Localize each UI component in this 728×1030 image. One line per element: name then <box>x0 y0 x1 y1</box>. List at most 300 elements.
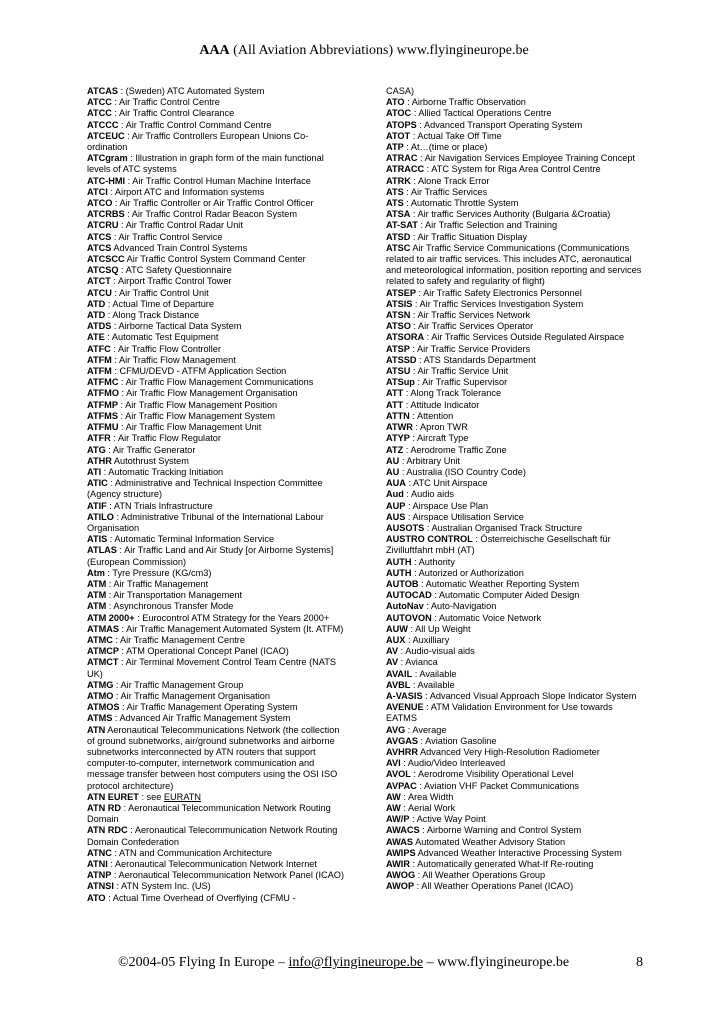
glossary-entry <box>87 579 345 590</box>
glossary-entry <box>87 411 345 422</box>
entry-definition: : Aerial Work <box>400 803 456 813</box>
entry-definition: : Air Traffic Control Radar Beacon System <box>124 209 298 220</box>
entry-term: ATN RDC <box>87 825 128 836</box>
entry-term: ATCgram <box>87 153 128 164</box>
entry-definition: : Air Traffic Service Providers <box>409 343 531 354</box>
entry-term: ATRAC <box>386 153 418 164</box>
glossary-entry <box>87 422 345 433</box>
entry-term: ATCCC <box>87 119 119 130</box>
entry-definition: : Air Traffic Generator <box>105 444 196 455</box>
glossary-entry <box>386 646 644 657</box>
entry-definition: : Australia (ISO Country Code) <box>399 466 526 477</box>
glossary-entry <box>87 153 345 175</box>
glossary-entry <box>87 568 345 579</box>
glossary-entry <box>386 478 644 489</box>
entry-definition: : ATS Standards Department <box>416 354 536 365</box>
entry-term: ATMCP <box>87 646 119 657</box>
entry-term: AUW <box>386 623 408 634</box>
entry-definition: : Audio/Video Interleaved <box>400 758 506 769</box>
glossary-entry <box>87 276 345 287</box>
entry-definition: Air Traffic Control System Command Center <box>124 254 306 265</box>
glossary-entry <box>386 344 644 355</box>
entry-definition: : Air Navigation Services Employee Training Concept <box>417 153 636 164</box>
entry-term: ATC-HMI <box>87 175 126 186</box>
entry-definition: CASA) <box>386 86 415 96</box>
glossary-entry <box>87 400 345 411</box>
entry-term: ATM <box>87 601 107 612</box>
glossary-entry <box>386 176 644 187</box>
glossary-entry <box>386 613 644 624</box>
entry-definition: : Tyre Pressure (KG/cm3) <box>104 567 212 578</box>
entry-definition: : Available <box>410 679 455 690</box>
entry-definition: : Aerodrome Visibility Operational Level <box>410 769 574 780</box>
entry-definition: : Air Traffic Situation Display <box>410 231 528 242</box>
entry-definition: : Air Traffic Controllers European Unions Co-ordination <box>87 130 309 153</box>
entry-definition: : Actual Time of Departure <box>105 298 214 309</box>
entry-term: ATCC <box>87 108 112 119</box>
entry-term: ATS <box>386 186 404 197</box>
entry-definition: : Air Traffic Selection and Training <box>417 220 558 231</box>
entry-definition: : Air Traffic Flow Management Unit <box>118 422 262 433</box>
entry-definition: : Active Way Point <box>409 814 486 825</box>
entry-definition: : Air Traffic Control Command Centre <box>118 119 272 130</box>
entry-definition: : All Weather Operations Group <box>415 870 546 881</box>
glossary-entry <box>87 635 345 646</box>
entry-definition: : Along Track Distance <box>105 310 200 321</box>
entry-definition: : Air Traffic Flow Regulator <box>110 433 221 444</box>
entry-term: AWAS <box>386 836 414 847</box>
glossary-entry <box>386 624 644 635</box>
glossary-entry <box>87 680 345 691</box>
glossary-entry <box>386 153 644 164</box>
header-acronym: AAA <box>199 43 230 58</box>
entry-term: ATMS <box>87 713 113 724</box>
glossary-entry <box>87 478 345 500</box>
glossary-entry <box>386 680 644 691</box>
glossary-entry <box>386 568 644 579</box>
entry-term: ATD <box>87 298 106 309</box>
entry-term: ATFMO <box>87 388 119 399</box>
entry-term: ATOPS <box>386 119 417 130</box>
glossary-entry <box>386 781 644 792</box>
entry-term: ATCAS <box>87 86 118 96</box>
entry-definition: : CFMU/DEVD - ATFM Application Section <box>111 366 287 377</box>
entry-term: AWACS <box>386 825 420 836</box>
entry-term: ATMG <box>87 679 114 690</box>
entry-definition: : ATN Trials Infrastructure <box>106 500 213 511</box>
entry-term: ATMCT <box>87 657 119 668</box>
entry-term: AUS <box>386 511 406 522</box>
entry-term: ATMAS <box>87 623 119 634</box>
entry-term: ATFR <box>87 433 111 444</box>
entry-definition: : Aeronautical Telecommunication Network Routing Domain Confederation <box>87 825 338 847</box>
entry-definition: : Air Traffic Control Human Machine Interface <box>125 175 311 186</box>
glossary-entry <box>386 769 644 780</box>
entry-definition: : Audio aids <box>403 489 454 500</box>
entry-definition: : Air Traffic Service Unit <box>410 366 509 377</box>
entry-definition: : Airborne Traffic Observation <box>404 97 526 108</box>
glossary-entry <box>87 254 345 265</box>
left-column <box>87 86 345 904</box>
glossary-entry <box>386 131 644 142</box>
entry-definition: Air Traffic Service Communications (Communications related to air traffic services. This includes ATC, aeronautical and meteorological information, position reporting and services related to safety and regularity of flight) <box>386 242 642 287</box>
glossary-entry <box>87 366 345 377</box>
entry-term: ATO <box>87 892 106 903</box>
glossary-entry <box>87 299 345 310</box>
entry-definition: : Air Traffic Management Automated System (It. ATFM) <box>118 623 344 634</box>
entry-term: ATCC <box>87 97 112 108</box>
entry-definition: : Air Traffic Flow Management <box>111 354 236 365</box>
entry-definition: : Air Traffic Management Group <box>113 679 244 690</box>
entry-definition: : Along Track Tolerance <box>403 388 502 399</box>
entry-link[interactable]: EURATN <box>163 791 202 802</box>
glossary-entry <box>87 332 345 343</box>
entry-term: ATD <box>87 310 106 321</box>
entry-term: ATP <box>386 142 404 153</box>
entry-term: AWOP <box>386 881 415 892</box>
glossary-entry <box>87 545 345 567</box>
entry-term: ATFMP <box>87 399 118 410</box>
glossary-entry <box>87 377 345 388</box>
glossary-entry <box>386 198 644 209</box>
entry-term: ATYP <box>386 433 410 444</box>
glossary-entry <box>87 870 345 881</box>
entry-definition: : Autorized or Authorization <box>411 567 524 578</box>
entry-definition: : Air Traffic Flow Controller <box>110 343 221 354</box>
entry-definition: : Average <box>405 724 447 735</box>
glossary-entry <box>386 108 644 119</box>
entry-definition: : Actual Take Off Time <box>410 130 502 141</box>
entry-definition: : Air Traffic Management Organisation <box>113 690 270 701</box>
entry-term: ATN EURET <box>87 791 139 802</box>
entry-term: ATNP <box>87 870 112 881</box>
glossary-entry <box>87 512 345 534</box>
entry-definition: : Advanced Visual Approach Slope Indicator System <box>422 690 637 701</box>
entry-definition: : Audio-visual aids <box>398 646 475 657</box>
entry-term: AUTH <box>386 556 412 567</box>
entry-definition: : Air Traffic Control Radar Unit <box>118 220 243 231</box>
entry-term: ATM 2000+ <box>87 612 135 623</box>
entry-definition: : ATC Safety Questionnaire <box>118 265 232 276</box>
entry-definition: : Asynchronous Transfer Mode <box>106 601 234 612</box>
entry-term: ATFM <box>87 354 112 365</box>
entry-definition: : All Weather Operations Panel (ICAO) <box>414 881 574 892</box>
glossary-entry <box>87 501 345 512</box>
right-column <box>386 86 644 893</box>
glossary-entry <box>87 310 345 321</box>
glossary-entry <box>386 870 644 881</box>
entry-term: ATSEP <box>386 287 416 298</box>
glossary-entry <box>386 669 644 680</box>
entry-definition: : Aviation Gasoline <box>418 735 497 746</box>
entry-definition: : Avianca <box>398 657 438 668</box>
glossary-entry <box>386 657 644 668</box>
entry-definition: : ATM Operational Concept Panel (ICAO) <box>118 646 289 657</box>
glossary-entry <box>386 355 644 366</box>
glossary-entry <box>386 388 644 399</box>
entry-term: AUA <box>386 478 406 489</box>
glossary-entry <box>87 108 345 119</box>
entry-term: AVG <box>386 724 406 735</box>
entry-term: ATI <box>87 466 102 477</box>
entry-term: ATSup <box>386 377 415 388</box>
entry-definition: : Available <box>412 668 457 679</box>
entry-term: AW <box>386 791 401 802</box>
entry-term: AUSOTS <box>386 522 425 533</box>
entry-definition: : Air Traffic Control Clearance <box>111 108 235 119</box>
entry-definition: : Australian Organised Track Structure <box>424 522 583 533</box>
entry-term: ATSA <box>386 209 411 220</box>
entry-definition: : Arbitrary Unit <box>399 455 461 466</box>
glossary-entry <box>87 859 345 870</box>
glossary-entry <box>87 702 345 713</box>
entry-term: AVHRR <box>386 746 418 757</box>
entry-term: ATFM <box>87 366 112 377</box>
glossary-entry <box>87 725 345 792</box>
glossary-entry <box>87 590 345 601</box>
glossary-entry <box>87 691 345 702</box>
glossary-entry <box>386 489 644 500</box>
glossary-entry <box>87 232 345 243</box>
entry-definition: : Aviation VHF Packet Communications <box>416 780 580 791</box>
entry-term: ATOC <box>386 108 412 119</box>
entry-definition: : Air Transportation Management <box>106 590 243 601</box>
glossary-entry <box>87 86 345 97</box>
glossary-entry <box>87 624 345 635</box>
glossary-entry <box>386 321 644 332</box>
entry-term: ATNI <box>87 859 108 870</box>
entry-term: ATCO <box>87 198 113 209</box>
glossary-entry <box>386 366 644 377</box>
entry-definition: : Air Traffic Supervisor <box>414 377 508 388</box>
glossary-entry <box>386 859 644 870</box>
entry-definition: : Area Width <box>400 791 454 802</box>
entry-definition: : ATC System for Riga Area Control Centre <box>424 164 601 175</box>
entry-definition: : Air Traffic Control Service <box>111 231 223 242</box>
glossary-entry <box>386 445 644 456</box>
entry-definition: : Advanced Transport Operating System <box>416 119 583 130</box>
glossary-entry <box>87 243 345 254</box>
entry-term: ATSORA <box>386 332 425 343</box>
glossary-entry <box>87 467 345 478</box>
entry-term: ATCT <box>87 276 111 287</box>
entry-definition: : Automatic Test Equipment <box>104 332 219 343</box>
entry-definition: : Air Traffic Management Operating System <box>119 702 298 713</box>
entry-term: ATSD <box>386 231 411 242</box>
entry-term: ATNC <box>87 847 112 858</box>
entry-term: AV <box>386 646 399 657</box>
glossary-entry <box>386 848 644 859</box>
entry-definition: : Air Traffic Land and Air Study [or Airborne Systems] (European Commission) <box>87 545 334 567</box>
entry-definition: : Airspace Utilisation Service <box>405 511 524 522</box>
entry-definition: : Aeronautical Telecommunication Network Panel (ICAO) <box>111 870 345 881</box>
entry-term: ATCU <box>87 287 112 298</box>
glossary-entry <box>87 646 345 657</box>
entry-term: ATM <box>87 590 107 601</box>
entry-term: ATG <box>87 444 106 455</box>
entry-definition: : Advanced Air Traffic Management System <box>112 713 291 724</box>
footer-copyright: ©2004-05 Flying In Europe – <box>118 955 289 970</box>
glossary-entry <box>386 187 644 198</box>
glossary-entry <box>87 265 345 276</box>
entry-term: AT-SAT <box>386 220 418 231</box>
glossary-entry <box>386 411 644 422</box>
entry-term: AVBL <box>386 679 411 690</box>
entry-term: AVOL <box>386 769 411 780</box>
entry-definition: : ATM Validation Environment for Use towards EATMS <box>386 702 613 724</box>
entry-term: ATT <box>386 399 404 410</box>
glossary-entry <box>386 332 644 343</box>
entry-term: ATMC <box>87 634 113 645</box>
entry-term: AWOG <box>386 870 416 881</box>
glossary-entry <box>386 725 644 736</box>
glossary-entry <box>87 344 345 355</box>
entry-definition: : Österreichische Gesellschaft für Zivilluftfahrt mbH (AT) <box>386 534 611 556</box>
entry-term: AUTOVON <box>386 612 432 623</box>
entry-term: ATRACC <box>386 164 425 175</box>
entry-definition: : Automatic Computer Aided Design <box>431 590 580 601</box>
entry-term: ATCSCC <box>87 254 125 265</box>
entry-definition: : Airspace Use Plan <box>405 500 489 511</box>
glossary-entry <box>87 288 345 299</box>
glossary-entry <box>386 557 644 568</box>
glossary-entry <box>386 120 644 131</box>
entry-term: ATHR <box>87 455 112 466</box>
entry-term: ATSO <box>386 321 411 332</box>
glossary-entry <box>87 321 345 332</box>
glossary-entry <box>386 825 644 836</box>
header-title: (All Aviation Abbreviations) www.flyingineurope.be <box>229 43 529 58</box>
glossary-entry <box>87 803 345 825</box>
entry-term: ATCSQ <box>87 265 119 276</box>
glossary-entry <box>386 736 644 747</box>
glossary-entry <box>87 220 345 231</box>
entry-definition: : Administrative and Technical Inspection Committee (Agency structure) <box>87 478 323 500</box>
entry-definition: : Air Traffic Services Investigation System <box>412 298 584 309</box>
entry-term: AU <box>386 455 400 466</box>
entry-definition: : Air Traffic Flow Management Organisation <box>118 388 298 399</box>
entry-definition: : ATN System Inc. (US) <box>113 881 211 892</box>
entry-definition: : Automatic Tracking Initiation <box>101 466 224 477</box>
entry-term: AVGAS <box>386 735 418 746</box>
entry-definition: : Alone Track Error <box>410 175 490 186</box>
entry-definition: : (Sweden) ATC Automated System <box>117 86 265 96</box>
page-number: 8 <box>636 955 643 970</box>
entry-term: ATTN <box>386 410 410 421</box>
entry-definition: : All Up Weight <box>407 623 471 634</box>
entry-definition: : Automatic Weather Reporting System <box>418 578 580 589</box>
entry-definition: : At…(time or place) <box>403 142 488 153</box>
glossary-entry <box>386 433 644 444</box>
entry-term: AutoNav <box>386 601 424 612</box>
entry-term: ATSSD <box>386 354 417 365</box>
entry-term: ATZ <box>386 444 404 455</box>
glossary-entry <box>386 758 644 769</box>
entry-definition: : Attitude Indicator <box>403 399 480 410</box>
entry-term: ATCRBS <box>87 209 125 220</box>
entry-definition: : Air Traffic Services Network <box>410 310 531 321</box>
glossary-entry <box>386 590 644 601</box>
glossary-entry <box>87 893 345 904</box>
entry-definition: Advanced Very High-Resolution Radiometer <box>418 746 600 757</box>
entry-term: ATCS <box>87 231 112 242</box>
entry-definition: : Automatic Terminal Information Service <box>107 534 275 545</box>
entry-term: ATCEUC <box>87 130 125 141</box>
entry-term: ATIC <box>87 478 108 489</box>
glossary-entry <box>87 713 345 724</box>
entry-definition: : Allied Tactical Operations Centre <box>411 108 552 119</box>
entry-definition: : Aerodrome Traffic Zone <box>403 444 507 455</box>
glossary-entry <box>87 613 345 624</box>
glossary-entry <box>386 467 644 478</box>
glossary-entry <box>386 456 644 467</box>
entry-term: ATSIS <box>386 298 413 309</box>
glossary-entry <box>386 243 644 288</box>
glossary-entry <box>386 377 644 388</box>
entry-definition: : Air Traffic Control Unit <box>111 287 209 298</box>
glossary-entry <box>386 86 644 97</box>
entry-definition: : Apron TWR <box>412 422 468 433</box>
entry-term: ATE <box>87 332 105 343</box>
entry-definition: Advanced Weather Interactive Processing System <box>415 847 622 858</box>
entry-definition: : Airport ATC and Information systems <box>107 186 265 197</box>
glossary-entry <box>386 400 644 411</box>
entry-definition: : Automatic Voice Network <box>431 612 542 623</box>
entry-term: AUTOB <box>386 578 419 589</box>
entry-term: AUX <box>386 634 406 645</box>
glossary-entry <box>386 579 644 590</box>
entry-term: AVENUE <box>386 702 424 713</box>
glossary-entry <box>386 534 644 556</box>
entry-definition: : Airborne Warning and Control System <box>419 825 582 836</box>
entry-definition: : see <box>138 791 164 802</box>
glossary-entry <box>386 814 644 825</box>
entry-term: ATFMU <box>87 422 119 433</box>
entry-term: ATM <box>87 578 107 589</box>
entry-definition: Automated Weather Advisory Station <box>413 836 566 847</box>
entry-definition: : Airborne Tactical Data System <box>111 321 242 332</box>
footer-email-link[interactable]: info@flyingineurope.be <box>288 955 424 970</box>
entry-term: ATN RD <box>87 803 122 813</box>
entry-definition: : Aircraft Type <box>409 433 469 444</box>
glossary-entry <box>87 601 345 612</box>
glossary-entry <box>87 209 345 220</box>
entry-definition: : Air Traffic Management <box>106 578 209 589</box>
entry-definition: : Eurocontrol ATM Strategy for the Years 2000+ <box>134 612 330 623</box>
entry-term: ATILO <box>87 511 114 522</box>
entry-term: ATCRU <box>87 220 119 231</box>
entry-definition: : Air Terminal Movement Control Team Centre (NATS UK) <box>87 657 336 679</box>
entry-term: AVI <box>386 758 401 769</box>
glossary-entry <box>87 131 345 153</box>
entry-definition: : Aeronautical Telecommunication Network Internet <box>107 859 317 870</box>
entry-term: ATS <box>386 198 404 209</box>
entry-term: A-VASIS <box>386 690 423 701</box>
entry-definition: : Air Traffic Controller or Air Traffic Control Officer <box>112 198 314 209</box>
entry-definition: : ATC Unit Airspace <box>405 478 488 489</box>
entry-definition: : Air Traffic Services Operator <box>410 321 534 332</box>
entry-definition: : Air Traffic Services <box>403 186 488 197</box>
entry-term: ATLAS <box>87 545 117 556</box>
entry-term: AUTH <box>386 567 412 578</box>
glossary-entry <box>386 209 644 220</box>
entry-definition: : Air Traffic Management Centre <box>112 634 245 645</box>
entry-term: ATRK <box>386 175 411 186</box>
glossary-entry <box>386 310 644 321</box>
entry-term: ATCS <box>87 242 112 253</box>
entry-definition: Autothrust System <box>111 455 189 466</box>
entry-term: AVAIL <box>386 668 413 679</box>
